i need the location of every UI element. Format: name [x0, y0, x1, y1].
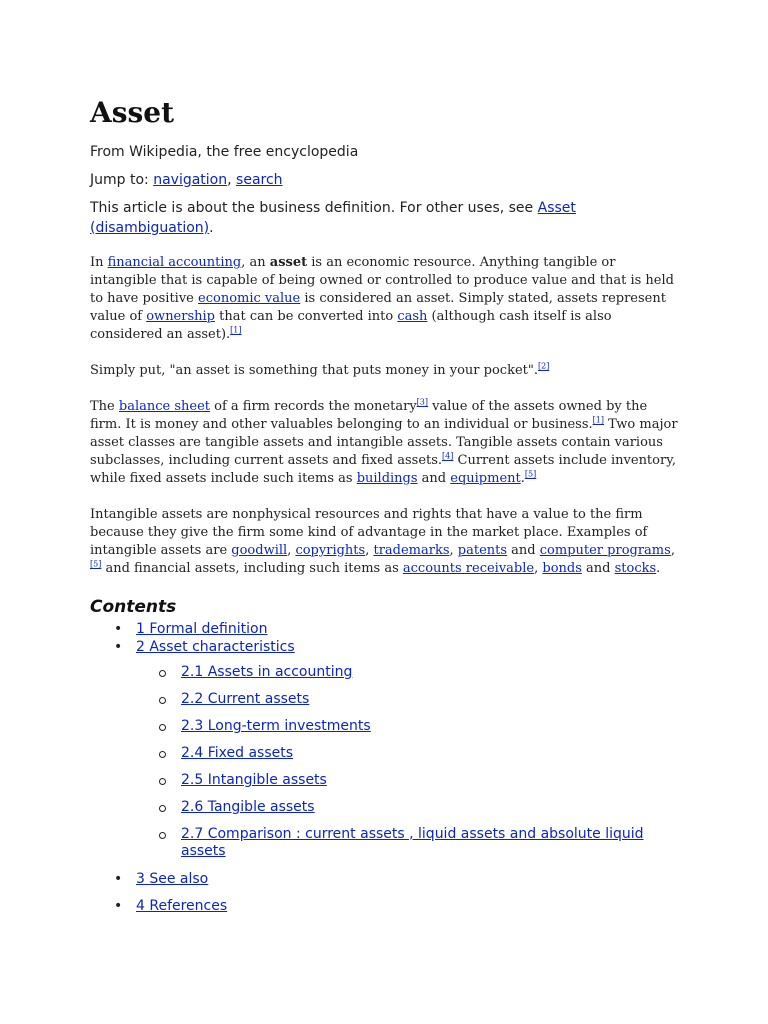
toc-link-tangible-assets[interactable]: 2.6 Tangible assets [181, 799, 315, 815]
link-equipment[interactable]: equipment [450, 471, 521, 486]
link-financial-accounting[interactable]: financial accounting [107, 255, 242, 270]
toc-item [114, 897, 678, 915]
toc-subitem [159, 691, 678, 708]
text-run: . [656, 561, 661, 576]
text-run: and [581, 561, 615, 576]
text-run: is considered an asset. Simply stated, assets represent value of [90, 291, 666, 324]
toc-subitem [159, 718, 678, 735]
link-copyrights[interactable]: copyrights [295, 543, 366, 558]
toc-subitem [159, 664, 678, 681]
hatnote-text: This article is about the business definition. For other uses, see [90, 200, 538, 216]
jump-separator: , [227, 172, 237, 188]
toc-link-references[interactable]: 4 References [136, 898, 228, 914]
toc-link-assets-in-accounting[interactable]: 2.1 Assets in accounting [181, 664, 353, 680]
text-run: Simply put, "an asset is something that puts money in your pocket". [90, 363, 538, 378]
text-run: , [449, 543, 458, 558]
toc-link-asset-characteristics[interactable]: 2 Asset characteristics [136, 639, 295, 655]
simply-put-paragraph [90, 362, 678, 380]
hatnote-end: . [209, 220, 214, 236]
toc-subitem [159, 745, 678, 762]
link-balance-sheet[interactable]: balance sheet [118, 399, 210, 414]
citation-link[interactable]: [2] [537, 361, 550, 371]
bold-term: asset [269, 255, 308, 270]
link-buildings[interactable]: buildings [356, 471, 418, 486]
toc-sublist [136, 664, 678, 860]
disambiguation-link[interactable]: Asset (disambiguation) [90, 200, 576, 236]
toc-subitem [159, 772, 678, 789]
text-run: . [520, 471, 525, 486]
text-run: , [365, 543, 374, 558]
jump-to-label: Jump to: [90, 172, 154, 188]
text-run: is an economic resource. Anything tangible or intangible that is capable of being owned or controlled to produce value and that is held to have positive [90, 255, 674, 306]
toc-link-intangible-assets[interactable]: 2.5 Intangible assets [181, 772, 327, 788]
text-run: , [670, 543, 675, 558]
link-cash[interactable]: cash [397, 309, 428, 324]
link-computer-programs[interactable]: computer programs [539, 543, 671, 558]
citation-link[interactable]: [5] [524, 469, 537, 479]
toc-item [114, 870, 678, 888]
toc-list [90, 620, 678, 915]
text-run: and [507, 543, 540, 558]
text-run: of a firm records the monetary [210, 399, 417, 414]
text-run: , [534, 561, 543, 576]
toc-link-fixed-assets[interactable]: 2.4 Fixed assets [181, 745, 294, 761]
toc-item [114, 638, 678, 860]
toc-link-current-assets[interactable]: 2.2 Current assets [181, 691, 310, 707]
text-run: and [417, 471, 451, 486]
link-bonds[interactable]: bonds [542, 561, 582, 576]
citation-link[interactable]: [1] [592, 415, 604, 425]
toc-link-formal-definition[interactable]: 1 Formal definition [136, 621, 268, 637]
citation-link[interactable]: [3] [416, 397, 429, 407]
search-link[interactable]: search [236, 172, 283, 188]
toc-item [114, 620, 678, 638]
toc-link-see-also[interactable]: 3 See also [136, 871, 209, 887]
hatnote [90, 198, 678, 238]
text-run: Current assets include inventory, while fixed assets include such items as [90, 453, 676, 486]
citation-link[interactable]: [1] [230, 325, 242, 335]
site-tagline: From Wikipedia, the free encyclopedia [90, 144, 359, 160]
text-run: and financial assets, including such items as [101, 561, 403, 576]
citation-link[interactable]: [5] [90, 559, 102, 569]
link-patents[interactable]: patents [457, 543, 508, 558]
jump-to-bar [90, 170, 678, 190]
text-run: In [90, 255, 108, 270]
toc-link-long-term-investments[interactable]: 2.3 Long-term investments [181, 718, 371, 734]
toc-link-comparison[interactable]: 2.7 Comparison : current assets , liquid assets and absolute liquid assets [181, 826, 644, 859]
text-run: The [90, 399, 119, 414]
link-goodwill[interactable]: goodwill [231, 543, 288, 558]
text-run: Intangible assets are nonphysical resources and rights that have a value to the firm because they give the firm some kind of advantage in the market place. Examples of intangible assets are [90, 507, 648, 558]
link-ownership[interactable]: ownership [146, 309, 215, 324]
text-run: that can be converted into [215, 309, 398, 324]
text-run: value of the assets owned by the firm. It is money and other valuables belonging to an individual or business. [90, 399, 648, 432]
link-accounts-receivable[interactable]: accounts receivable [402, 561, 535, 576]
link-stocks[interactable]: stocks [614, 561, 657, 576]
toc-subitem [159, 826, 651, 860]
intangible-paragraph [90, 506, 678, 578]
navigation-link[interactable]: navigation [153, 172, 228, 188]
text-run: , an [241, 255, 270, 270]
table-of-contents [90, 596, 678, 915]
intro-paragraph [90, 254, 678, 344]
citation-link[interactable]: [4] [442, 451, 454, 461]
text-run: (although cash itself is also considered an asset). [90, 309, 612, 342]
contents-heading: Contents [90, 597, 177, 617]
balance-sheet-paragraph [90, 398, 678, 488]
page-title: Asset [90, 96, 174, 129]
link-trademarks[interactable]: trademarks [373, 543, 450, 558]
text-run: , [287, 543, 296, 558]
link-economic-value[interactable]: economic value [198, 291, 301, 306]
toc-subitem [159, 799, 678, 816]
text-run: Two major asset classes are tangible assets and intangible assets. Tangible assets contain various subclasses, including current assets and fixed assets. [90, 417, 678, 468]
